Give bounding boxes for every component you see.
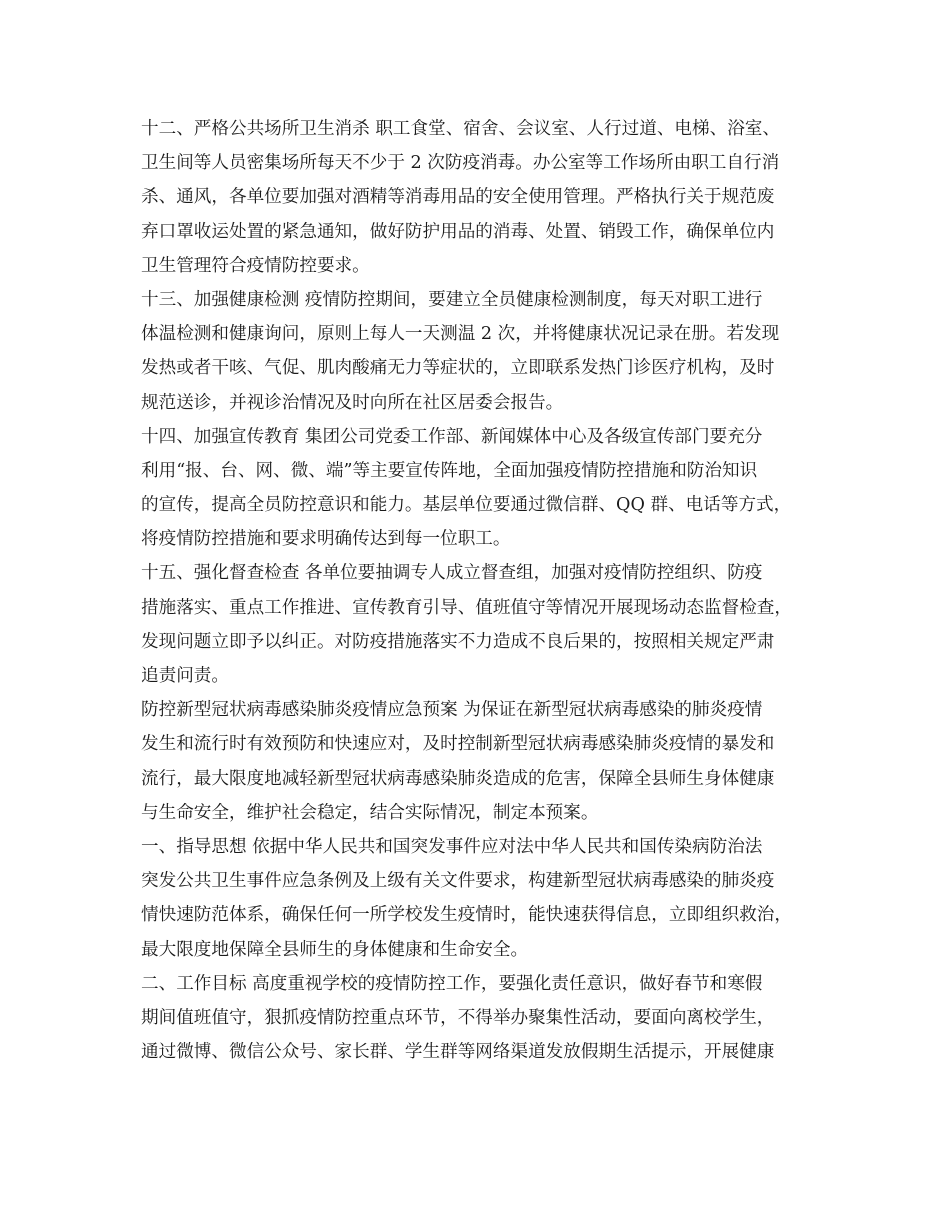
text-line: 十三、加强健康检测 疫情防控期间，要建立全员健康检测制度，每天对职工进行 <box>141 289 763 310</box>
document-body <box>141 112 831 1069</box>
text-line: 发生和流行时有效预防和快速应对，及时控制新型冠状病毒感染肺炎疫情的暴发和 <box>141 734 775 755</box>
text-line: 最大限度地保障全县师生的身体健康和生命安全。 <box>141 939 529 960</box>
text-line: 发现问题立即予以纠正。对防疫措施落实不力造成不良后果的，按照相关规定严肃 <box>141 631 775 652</box>
text-line: 卫生管理符合疫情防控要求。 <box>141 255 370 276</box>
text-line: 追责问责。 <box>141 666 229 686</box>
text-line: 通过微博、微信公众号、家长群、学生群等网络渠道发放假期生活提示，开展健康 <box>141 1042 775 1063</box>
text-line: 将疫情防控措施和要求明确传达到每一位职工。 <box>141 529 511 550</box>
text-line: 杀、通风，各单位要加强对酒精等消毒用品的安全使用管理。严格执行关于规范废 <box>141 187 775 208</box>
text-line: 十四、加强宣传教育 集团公司党委工作部、新闻媒体中心及各级宣传部门要充分 <box>141 426 763 447</box>
text-line: 利用“报、台、网、微、端”等主要宣传阵地，全面加强疫情防控措施和防治知识 <box>141 460 758 481</box>
text-line: 情快速防范体系，确保任何一所学校发生疫情时，能快速获得信息，立即组织救治， <box>141 905 792 926</box>
text-line: 突发公共卫生事件应急条例及上级有关文件要求，构建新型冠状病毒感染的肺炎疫 <box>141 871 775 892</box>
text-line: 十五、强化督查检查 各单位要抽调专人成立督查组，加强对疫情防控组织、防疫 <box>141 563 763 584</box>
text-line: 流行，最大限度地减轻新型冠状病毒感染肺炎造成的危害，保障全县师生身体健康 <box>141 768 775 789</box>
text-line: 发热或者干咳、气促、肌肉酸痛无力等症状的，立即联系发热门诊医疗机构，及时 <box>141 358 775 379</box>
text-line: 防控新型冠状病毒感染肺炎疫情应急预案 为保证在新型冠状病毒感染的肺炎疫情 <box>141 700 763 721</box>
text-line: 的宣传，提高全员防控意识和能力。基层单位要通过微信群、QQ 群、电话等方式， <box>141 495 792 516</box>
text-line: 期间值班值守，狠抓疫情防控重点环节，不得举办聚集性活动，要面向离校学生， <box>141 1007 775 1028</box>
text-line: 卫生间等人员密集场所每天不少于 2 次防疫消毒。办公室等工作场所由职工自行消 <box>141 153 780 174</box>
text-line: 十二、严格公共场所卫生消杀 职工食堂、宿舍、会议室、人行过道、电梯、浴室、 <box>141 119 780 139</box>
text-line: 弃口罩收运处置的紧急通知，做好防护用品的消毒、处置、销毁工作，确保单位内 <box>141 221 775 242</box>
text-line: 体温检测和健康询问，原则上每人一天测温 2 次，并将健康状况记录在册。若发现 <box>141 324 780 345</box>
text-line: 一、指导思想 依据中华人民共和国突发事件应对法中华人民共和国传染病防治法 <box>141 836 763 857</box>
text-line: 二、工作目标 高度重视学校的疫情防控工作，要强化责任意识，做好春节和寒假 <box>141 973 763 994</box>
text-line: 规范送诊，并视诊治情况及时向所在社区居委会报告。 <box>141 392 564 413</box>
text-line: 措施落实、重点工作推进、宣传教育引导、值班值守等情况开展现场动态监督检查， <box>141 597 792 618</box>
text-line: 与生命安全，维护社会稳定，结合实际情况，制定本预案。 <box>141 802 599 823</box>
